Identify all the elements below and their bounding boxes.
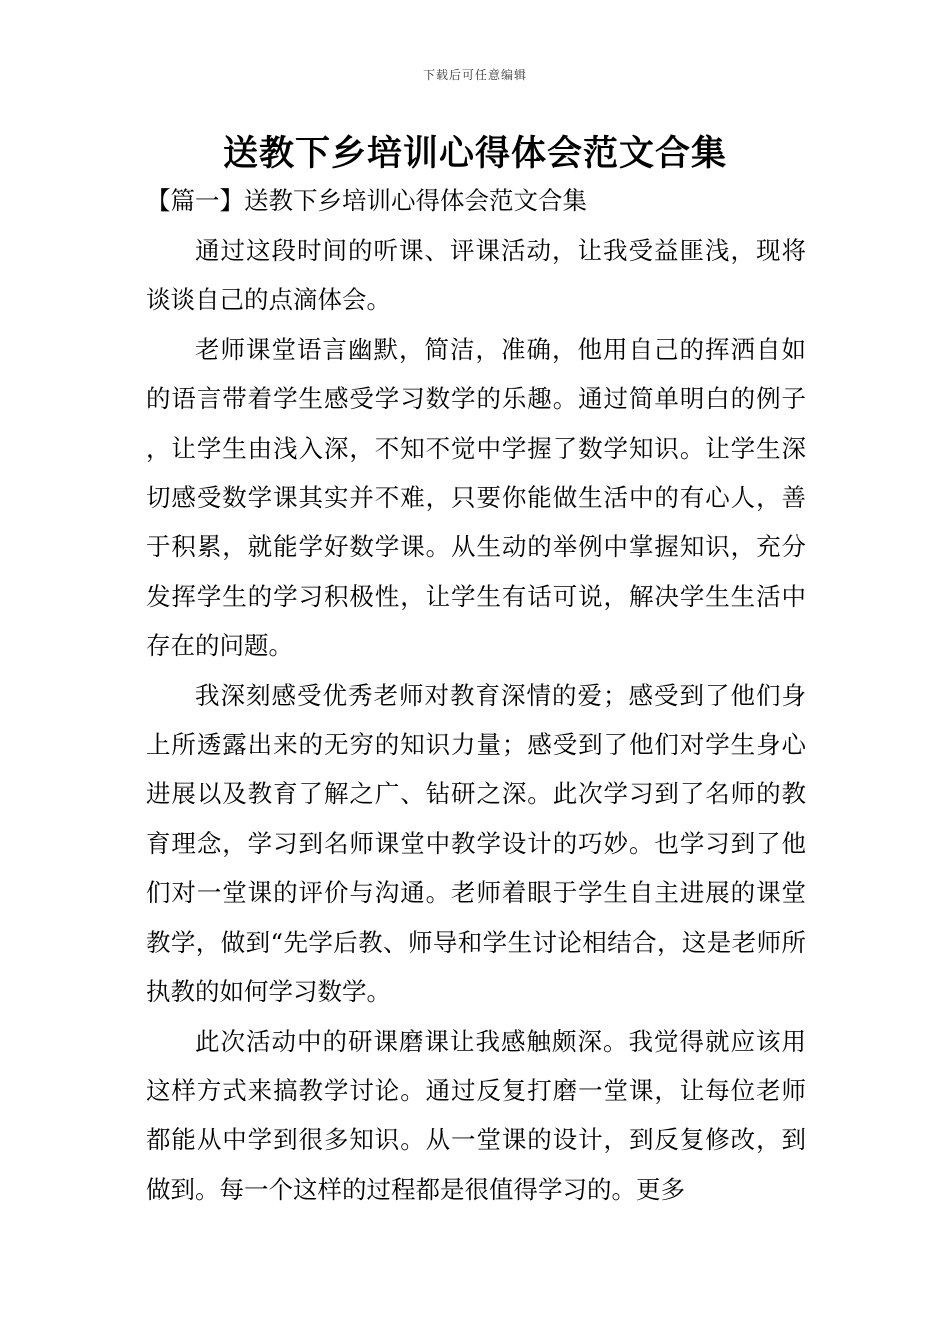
page-title: 送教下乡培训心得体会范文合集 <box>222 133 727 174</box>
header-note: 下载后可任意编辑 <box>422 68 527 82</box>
body-text <box>146 226 806 1214</box>
paragraph-4: 此次活动中的研课磨课让我感触颇深。我觉得就应该用这样方式来搞教学讨论。通过反复打磨一堂课，让每位老师都能从中学到很多知识。从一堂课的设计，到反复修改，到做到。每一个这样的过程都是很值得学习的。更多 <box>146 1026 806 1204</box>
paragraph-2: 老师课堂语言幽默，简洁，准确，他用自己的挥洒自如的语言带着学生感受学习数学的乐趣。通过简单明白的例子，让学生由浅入深，不知不觉中学握了数学知识。让学生深切感受数学课其实并不难，只要你能做生活中的有心人，善于积累，就能学好数学课。从生动的举例中掌握知识，充分发挥学生的学习积极性，让学生有话可说，解决学生生活中存在的问题。 <box>146 334 806 661</box>
paragraph-1: 通过这段时间的听课、评课活动，让我受益匪浅，现将谈谈自己的点滴体会。 <box>146 236 806 315</box>
section-heading: 【篇一】送教下乡培训心得体会范文合集 <box>146 186 587 215</box>
paragraph-3: 我深刻感受优秀老师对教育深情的爱；感受到了他们身上所透露出来的无穷的知识力量；感受到了他们对学生身心进展以及教育了解之广、钻研之深。此次学习到了名师的教育理念，学习到名师课堂中教学设计的巧妙。也学习到了他们对一堂课的评价与沟通。老师着眼于学生自主进展的课堂教学，做到“先学后教、师导和学生讨论相结合，这是老师所执教的如何学习数学。 <box>146 680 806 1007</box>
